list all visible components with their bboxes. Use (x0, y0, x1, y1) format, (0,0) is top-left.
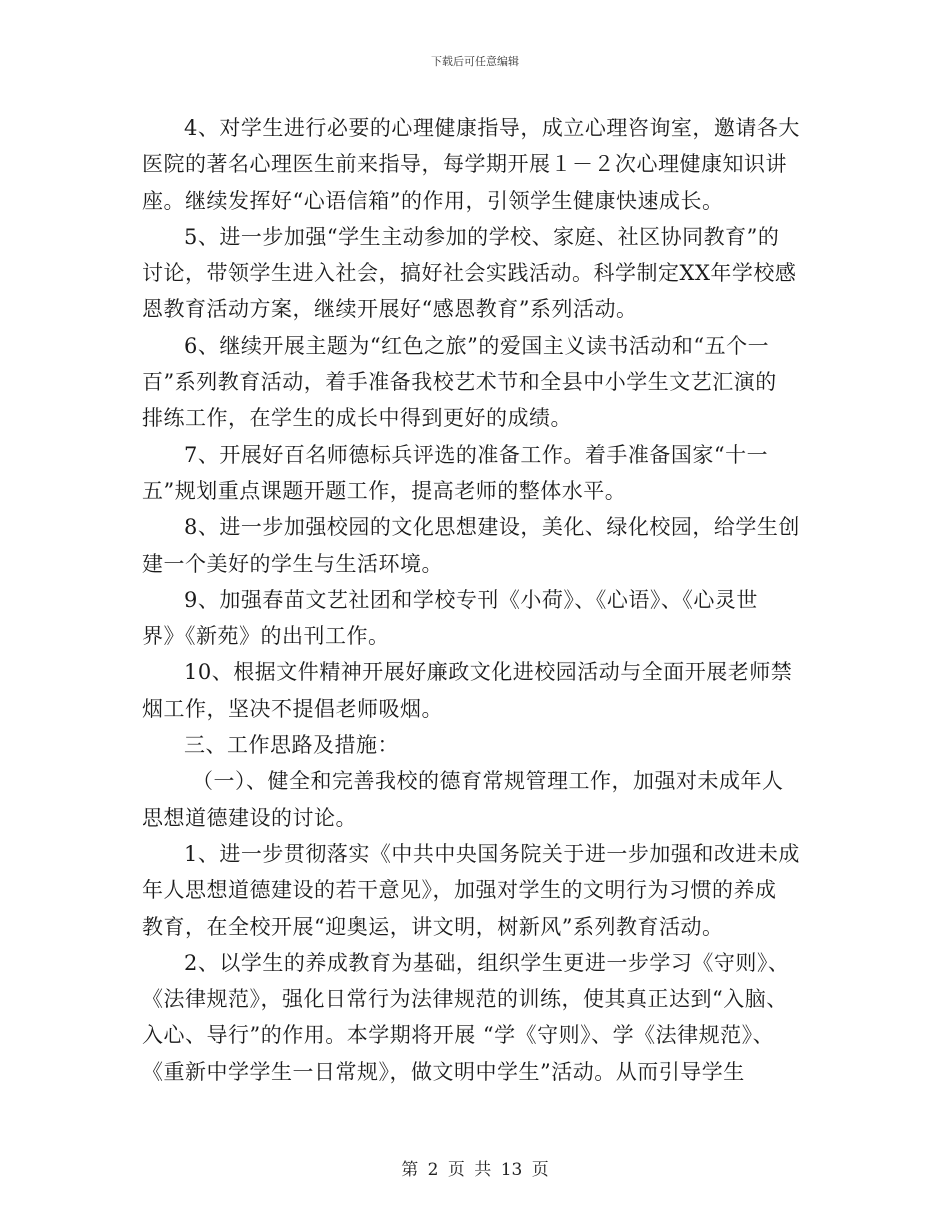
section-heading: 三、工作思路及措施： (184, 733, 399, 758)
text-line: 烟工作，坚决不提倡老师吸烟。 (142, 696, 443, 721)
text-line: 界》《新苑》的出刊工作。 (142, 624, 390, 649)
text-line: 4、对学生进行必要的心理健康指导，成立心理咨询室，邀请各大 (184, 116, 800, 140)
page-number: 第 2 页 共 13 页 (401, 1160, 549, 1180)
text-line: 9、加强春苗文艺社团和学校专刊《小荷》、《心语》、《心灵世 (184, 587, 758, 612)
text-line: 5、进一步加强“学生主动参加的学校、家庭、社区协同教育”的 (184, 224, 780, 249)
text-line: 入心、导行”的作用。本学期将开展 “学《守则》、学《法律规范》、 (142, 1023, 775, 1048)
page-header-note: 下载后可任意编辑 (431, 55, 519, 68)
text-line: 《法律规范》，强化日常行为法律规范的训练，使其真正达到“入脑、 (142, 987, 788, 1012)
text-line: 7、开展好百名师德标兵评选的准备工作。着手准备国家“十一 (184, 442, 769, 467)
text-line: 座。继续发挥好“心语信箱”的作用，引领学生健康快速成长。 (142, 188, 724, 213)
text-line: 医院的著名心理医生前来指导，每学期开展１－２次心理健康知识讲 (142, 152, 787, 177)
text-line: 10、根据文件精神开展好廉政文化进校园活动与全面开展老师禁 (184, 660, 793, 685)
text-line: 年人思想道德建设的若干意见》，加强对学生的文明行为习惯的养成 (142, 878, 777, 903)
subsection-heading: （一）、健全和完善我校的德育常规管理工作，加强对未成年人 (192, 769, 784, 794)
text-line: 思想道德建设的讨论。 (142, 805, 357, 830)
text-line: 百”系列教育活动，着手准备我校艺术节和全县中小学生文艺汇演的 (142, 370, 777, 395)
text-line: 讨论，带领学生进入社会，搞好社会实践活动。科学制定XX年学校感 (142, 261, 797, 286)
text-line: 建一个美好的学生与生活环境。 (142, 551, 443, 576)
text-line: 教育，在全校开展“迎奥运，讲文明，树新风”系列教育活动。 (142, 914, 724, 939)
text-line: 恩教育活动方案，继续开展好“感恩教育”系列活动。 (142, 297, 638, 322)
document-body (142, 110, 822, 1090)
text-line: 1、进一步贯彻落实《中共中央国务院关于进一步加强和改进未成 (184, 841, 800, 866)
text-line: 排练工作，在学生的成长中得到更好的成绩。 (142, 406, 572, 431)
text-line: 2、以学生的养成教育为基础，组织学生更进一步学习《守则》、 (184, 950, 790, 975)
text-line: 五”规划重点课题开题工作，提高老师的整体水平。 (142, 478, 627, 503)
text-line: 8、进一步加强校园的文化思想建设，美化、绿化校园，给学生创 (184, 515, 800, 540)
text-line: 6、继续开展主题为“红色之旅”的爱国主义读书活动和“五个一 (184, 333, 770, 358)
text-line: 《重新中学学生一日常规》，做文明中学生”活动。从而引导学生 (142, 1059, 745, 1084)
